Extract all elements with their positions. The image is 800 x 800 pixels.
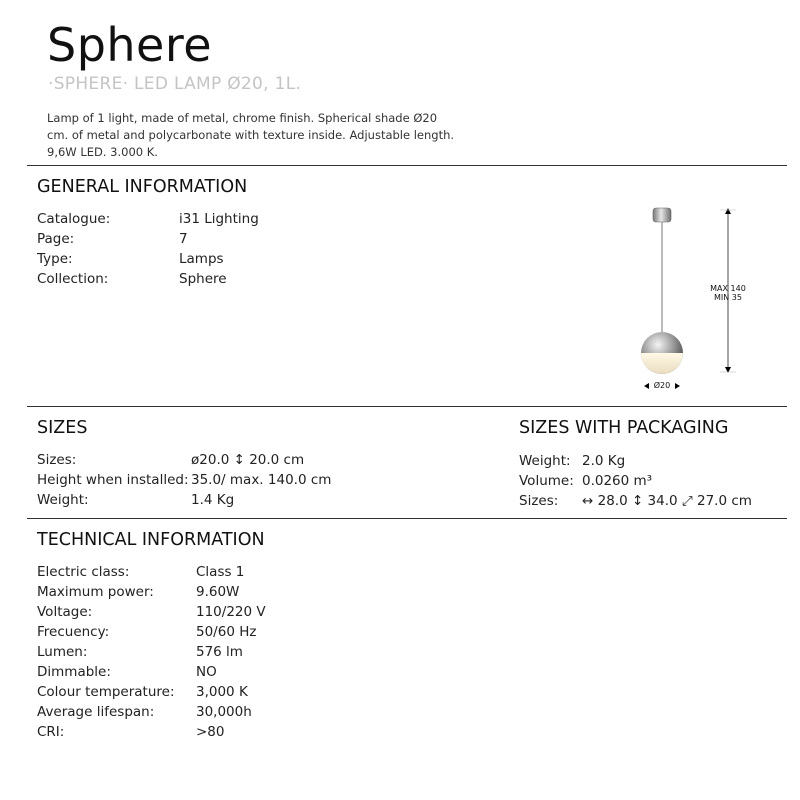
packaging-label: Sizes: [519, 493, 559, 509]
general-label: Page: [37, 231, 75, 247]
technical-label: Average lifespan: [37, 704, 155, 720]
product-title: Sphere [47, 18, 213, 72]
technical-value: Class 1 [196, 564, 245, 580]
technical-row [37, 642, 397, 662]
sizes-row [37, 490, 397, 510]
sizes-row [37, 450, 397, 470]
divider [27, 165, 787, 166]
general-label: Collection: [37, 271, 109, 287]
packaging-label: Weight: [519, 453, 571, 469]
general-label: Catalogue: [37, 211, 111, 227]
sizes-label: Height when installed: [37, 472, 189, 488]
technical-value: 3,000 K [196, 684, 248, 700]
divider [27, 518, 787, 519]
height-min-label: MIN 35 [714, 293, 742, 302]
technical-value: 50/60 Hz [196, 624, 257, 640]
sizes-value: ø20.0 ↕ 20.0 cm [191, 452, 305, 468]
packaging-value: 0.0260 m³ [582, 473, 653, 489]
packaging-row [519, 451, 779, 471]
technical-label: Frecuency: [37, 624, 110, 640]
technical-table [37, 562, 397, 742]
divider [27, 406, 787, 407]
sizes-value: 1.4 Kg [191, 492, 235, 508]
sizes-value: 35.0/ max. 140.0 cm [191, 472, 332, 488]
general-table [37, 209, 337, 289]
technical-label: CRI: [37, 724, 65, 740]
technical-row [37, 582, 397, 602]
technical-row [37, 682, 397, 702]
general-row [37, 269, 337, 289]
technical-value: 30,000h [196, 704, 252, 720]
general-value: 7 [179, 231, 188, 247]
sizes-heading: SIZES [37, 418, 88, 438]
technical-label: Colour temperature: [37, 684, 175, 700]
general-label: Type: [37, 251, 73, 267]
technical-label: Voltage: [37, 604, 93, 620]
general-value: Sphere [179, 271, 227, 287]
technical-row [37, 702, 397, 722]
packaging-table [519, 451, 779, 511]
technical-value: 110/220 V [196, 604, 266, 620]
technical-row [37, 622, 397, 642]
packaging-value: 2.0 Kg [582, 453, 626, 469]
general-value: i31 Lighting [179, 211, 259, 227]
packaging-row [519, 491, 779, 511]
sizes-label: Sizes: [37, 452, 77, 468]
general-row [37, 229, 337, 249]
sizes-row [37, 470, 397, 490]
packaging-label: Volume: [519, 473, 574, 489]
technical-label: Lumen: [37, 644, 88, 660]
height-max-label: MAX 140 [710, 284, 746, 293]
general-row [37, 249, 337, 269]
general-value: Lamps [179, 251, 224, 267]
technical-label: Electric class: [37, 564, 130, 580]
general-heading: GENERAL INFORMATION [37, 177, 248, 197]
technical-row [37, 562, 397, 582]
product-description: Lamp of 1 light, made of metal, chrome finish. Spherical shade Ø20 cm. of metal and polycarbonate with texture inside. Adjustable length. 9,6W LED. 3.000 K. [47, 111, 455, 159]
technical-value: NO [196, 664, 217, 680]
technical-value: >80 [196, 724, 225, 740]
technical-value: 576 lm [196, 644, 243, 660]
technical-row [37, 602, 397, 622]
technical-label: Maximum power: [37, 584, 154, 600]
sizes-table [37, 450, 397, 510]
sizes-label: Weight: [37, 492, 89, 508]
packaging-value: ↔ 28.0 ↕ 34.0 ⤢ 27.0 cm [582, 493, 752, 509]
technical-heading: TECHNICAL INFORMATION [37, 530, 265, 550]
technical-value: 9.60W [196, 584, 240, 600]
packaging-heading: SIZES WITH PACKAGING [519, 418, 729, 438]
diameter-label: Ø20 [653, 381, 671, 390]
technical-row [37, 662, 397, 682]
height-dimension-label [706, 284, 750, 302]
general-row [37, 209, 337, 229]
packaging-row [519, 471, 779, 491]
technical-row [37, 722, 397, 742]
technical-label: Dimmable: [37, 664, 111, 680]
product-subtitle: ·SPHERE· LED LAMP Ø20, 1L. [48, 74, 302, 94]
